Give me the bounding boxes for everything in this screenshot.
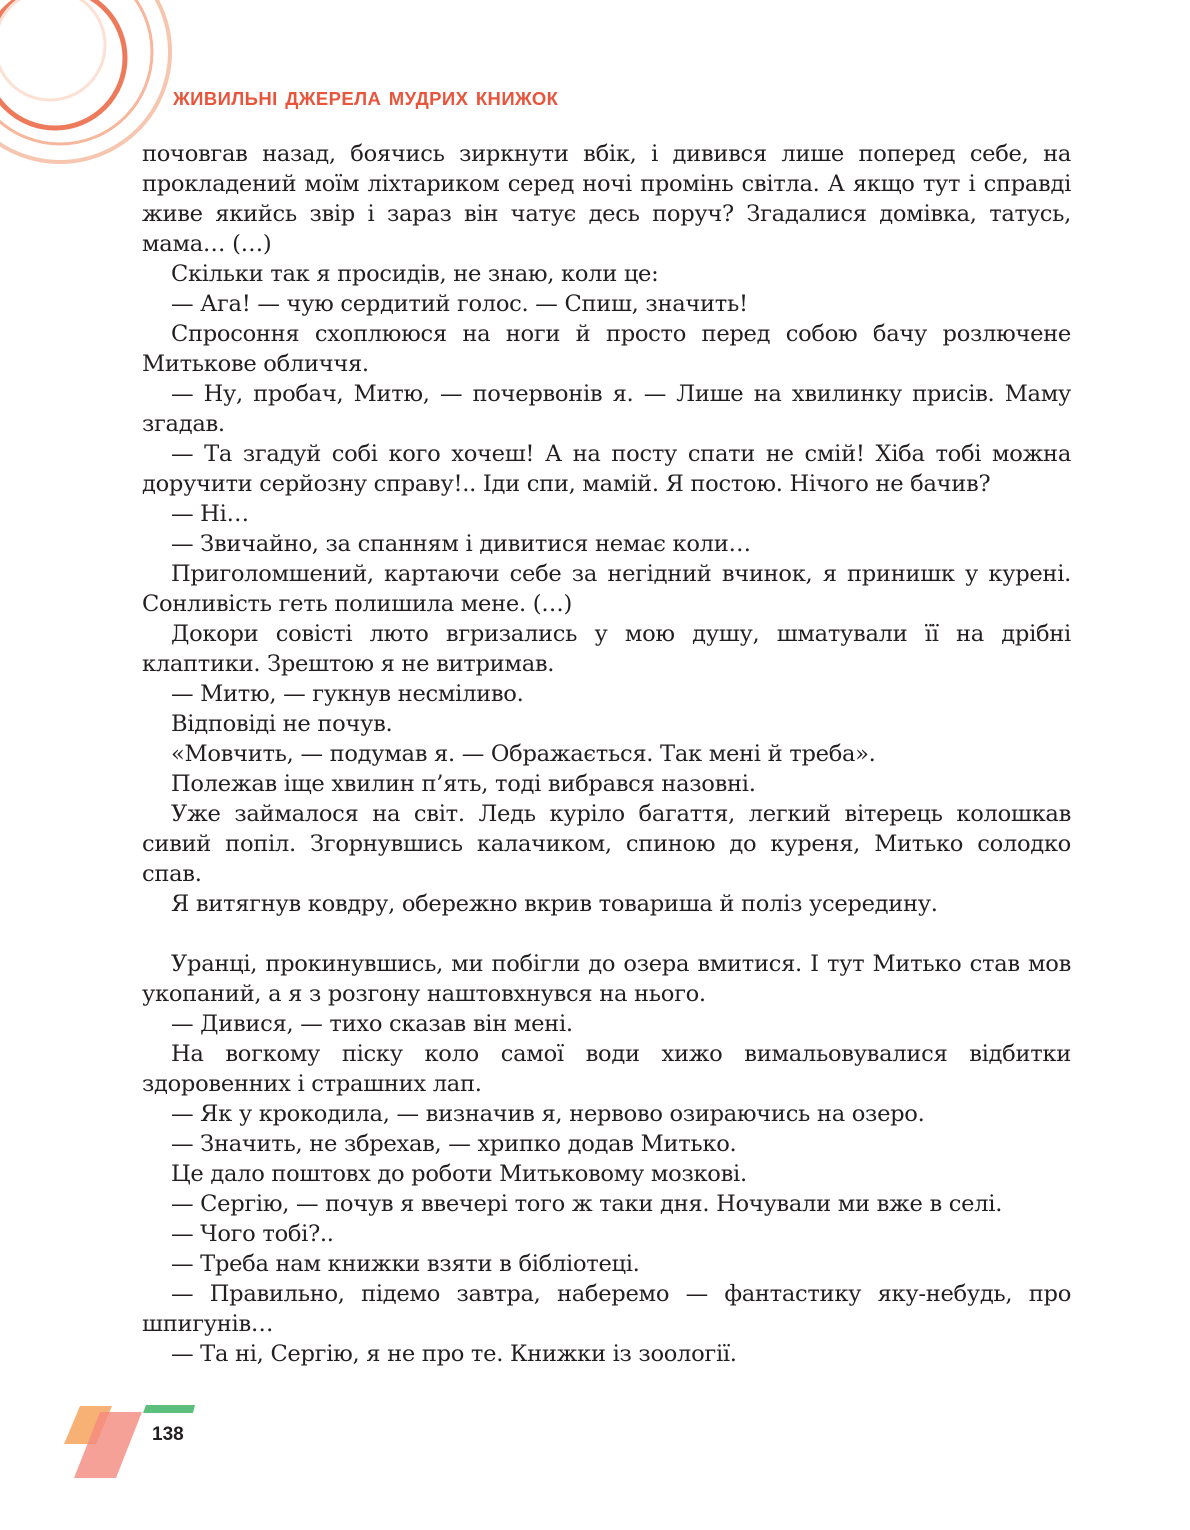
paragraph: — Та згадуй собі кого хочеш! А на посту спати не смій! Хіба тобі можна доручити серйозну справу!.. Іди спи, мамій. Я постою. Нічого не бачив? (142, 441, 1071, 497)
paragraph: Я витягнув ковдру, обережно вкрив товариша й поліз усередину. (171, 891, 938, 917)
paragraph: Це дало поштовх до роботи Митьковому мозкові. (171, 1161, 747, 1187)
paragraph: — Чого тобі?.. (171, 1221, 334, 1247)
paragraph: На вогкому піску коло самої води хижо вимальовувалися відбитки здоровенних і страшних лап. (142, 1041, 1071, 1097)
paragraph: Уже займалося на світ. Ледь куріло багаття, легкий вітерець колошкав сивий попіл. Згорнувшись калачиком, спиною до куреня, Митько солодко спав. (142, 801, 1071, 887)
paragraph: — Митю, — гукнув несміливо. (171, 681, 524, 707)
paragraph: Полежав іще хвилин п’ять, тоді вибрався назовні. (171, 771, 756, 797)
paragraph: — Звичайно, за спанням і дивитися немає коли… (171, 531, 751, 557)
paragraph: Уранці, прокинувшись, ми побігли до озера вмитися. І тут Митько став мов укопаний, а я з розгону наштовхнувся на нього. (142, 951, 1071, 1007)
paragraph: Відповіді не почув. (171, 711, 393, 737)
header-rings (0, 0, 170, 162)
page-number: 138 (152, 1424, 184, 1445)
section-title: ЖИВИЛЬНІ ДЖЕРЕЛА МУДРИХ КНИЖОК (173, 88, 559, 109)
section-break (142, 919, 1071, 949)
paragraph: — Ні… (171, 501, 249, 527)
paragraph: — Як у крокодила, — визначив я, нервово озираючись на озеро. (171, 1101, 925, 1127)
story-text (142, 139, 1071, 1369)
paragraph: Спросоння схоплююся на ноги й просто перед собою бачу розлючене Митькове обличчя. (142, 321, 1071, 377)
paragraph: — Ну, пробач, Митю, — почервонів я. — Лише на хвилинку присів. Маму згадав. (142, 381, 1071, 437)
paragraph: Скільки так я просидів, не знаю, коли це: (171, 261, 659, 287)
paragraph: Приголомшений, картаючи себе за негідний вчинок, я принишк у курені. Сонливість геть полишила мене. (…) (142, 561, 1071, 617)
paragraph: — Правильно, підемо завтра, наберемо — фантастику яку-небудь, про шпигунів… (142, 1281, 1071, 1337)
paragraph: «Мовчить, — подумав я. — Ображається. Так мені й треба». (171, 741, 876, 767)
paragraph: почовгав назад, боячись зиркнути вбік, і дивився лише поперед себе, на прокладений моїм ліхтариком серед ночі промінь світла. А якщо тут і справді живе якийсь звір і зараз він чатує десь поруч? Згадалися домівка, татусь, мама… (…) (142, 141, 1071, 257)
paragraph: — Дивися, — тихо сказав він мені. (171, 1011, 573, 1037)
paragraph: — Ага! — чую сердитий голос. — Спиш, значить! (171, 291, 748, 317)
paragraph: — Сергію, — почув я ввечері того ж таки дня. Ночували ми вже в селі. (171, 1191, 1003, 1217)
paragraph: — Значить, не збрехав, — хрипко додав Митько. (171, 1131, 737, 1157)
paragraph: — Треба нам книжки взяти в бібліотеці. (171, 1251, 640, 1277)
paragraph: — Та ні, Сергію, я не про те. Книжки із зоології. (171, 1341, 737, 1367)
paragraph: Докори совісті люто вгризались у мою душу, шматували її на дрібні клаптики. Зрештою я не витримав. (142, 621, 1071, 677)
